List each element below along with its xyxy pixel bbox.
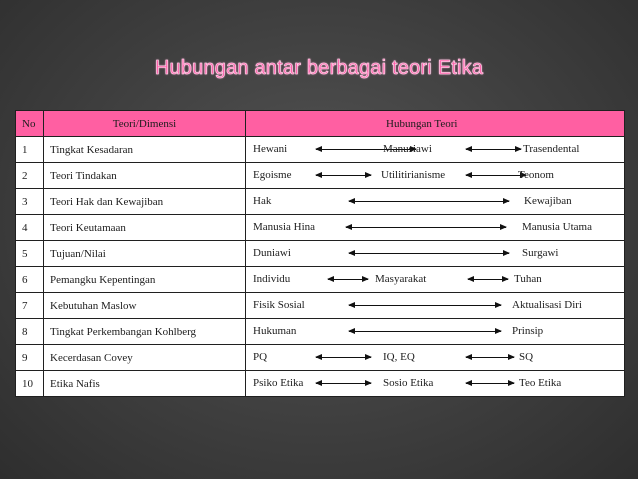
row-number: 6 [16,267,44,293]
table-row [16,267,625,293]
row-relation [246,345,625,371]
relation-start: Hak [253,195,272,207]
relation-line [246,293,624,318]
relation-middle: Manusiawi [383,143,432,155]
relation-line [246,371,624,396]
double-arrow-icon [316,175,371,176]
row-number: 7 [16,293,44,319]
double-arrow-icon [466,149,521,150]
row-relation [246,215,625,241]
double-arrow-icon [468,279,508,280]
row-number: 3 [16,189,44,215]
row-number: 2 [16,163,44,189]
table-row [16,345,625,371]
relation-line [246,345,624,370]
relation-line [246,215,624,240]
double-arrow-icon [328,279,368,280]
double-arrow-icon [349,305,501,306]
row-relation [246,319,625,345]
row-relation [246,267,625,293]
row-number: 9 [16,345,44,371]
relation-end: Kewajiban [524,195,572,207]
relation-line [246,189,624,214]
row-dimension: Pemangku Kepentingan [44,267,246,293]
row-relation [246,371,625,397]
relation-end: Manusia Utama [522,221,592,233]
row-number: 8 [16,319,44,345]
row-dimension: Teori Hak dan Kewajiban [44,189,246,215]
relation-start: Duniawi [253,247,291,259]
relation-end: SQ [519,351,534,363]
relation-middle: Masyarakat [375,273,427,285]
header-dimension: Teori/Dimensi [44,111,246,137]
row-relation [246,163,625,189]
relation-start: Fisik Sosial [253,299,305,311]
double-arrow-icon [466,357,514,358]
relation-line [246,241,624,266]
row-relation [246,241,625,267]
row-number: 10 [16,371,44,397]
double-arrow-icon [349,253,509,254]
relation-line [246,137,624,162]
relation-start: Individu [253,273,291,285]
row-dimension: Kecerdasan Covey [44,345,246,371]
relation-line [246,267,624,292]
relation-middle: IQ, EQ [383,351,415,363]
double-arrow-icon [349,331,501,332]
table-row [16,293,625,319]
row-dimension: Etika Nafis [44,371,246,397]
double-arrow-icon [349,201,509,202]
table-row [16,371,625,397]
table-row [16,163,625,189]
relation-middle: Sosio Etika [383,377,434,389]
row-relation [246,189,625,215]
row-number: 1 [16,137,44,163]
relation-end: Tuhan [514,273,542,285]
relation-start: Hukuman [253,325,297,337]
row-number: 4 [16,215,44,241]
row-relation [246,293,625,319]
relation-end: Prinsip [512,325,544,337]
relation-line [246,163,624,188]
relation-middle: Utilitirianisme [381,169,446,181]
table-row [16,215,625,241]
header-no: No [16,111,44,137]
table-row [16,137,625,163]
row-number: 5 [16,241,44,267]
relation-start: Hewani [253,143,288,155]
row-dimension: Teori Tindakan [44,163,246,189]
relation-start: PQ [253,351,268,363]
row-relation [246,137,625,163]
row-dimension: Tujuan/Nilai [44,241,246,267]
table-row [16,319,625,345]
double-arrow-icon [316,383,371,384]
relation-start: Egoisme [253,169,292,181]
relation-end: Teo Etika [519,377,562,389]
double-arrow-icon [316,357,371,358]
relation-end: Surgawi [522,247,559,259]
table-header-row [16,111,625,137]
header-relation: Hubungan Teori [246,111,625,137]
ethics-theory-table [15,110,625,397]
relation-end: Aktualisasi Diri [512,299,582,311]
relation-start: Psiko Etika [253,377,304,389]
row-dimension: Tingkat Perkembangan Kohlberg [44,319,246,345]
row-dimension: Tingkat Kesadaran [44,137,246,163]
slide-title: Hubungan antar berbagai teori Etika [154,57,484,79]
table-row [16,241,625,267]
table-row [16,189,625,215]
double-arrow-icon [466,175,526,176]
double-arrow-icon [466,383,514,384]
relation-end: Teonom [518,169,554,181]
relation-end: Trasendental [523,143,580,155]
row-dimension: Kebutuhan Maslow [44,293,246,319]
double-arrow-icon [346,227,506,228]
relation-start: Manusia Hina [253,221,316,233]
relation-line [246,319,624,344]
row-dimension: Teori Keutamaan [44,215,246,241]
